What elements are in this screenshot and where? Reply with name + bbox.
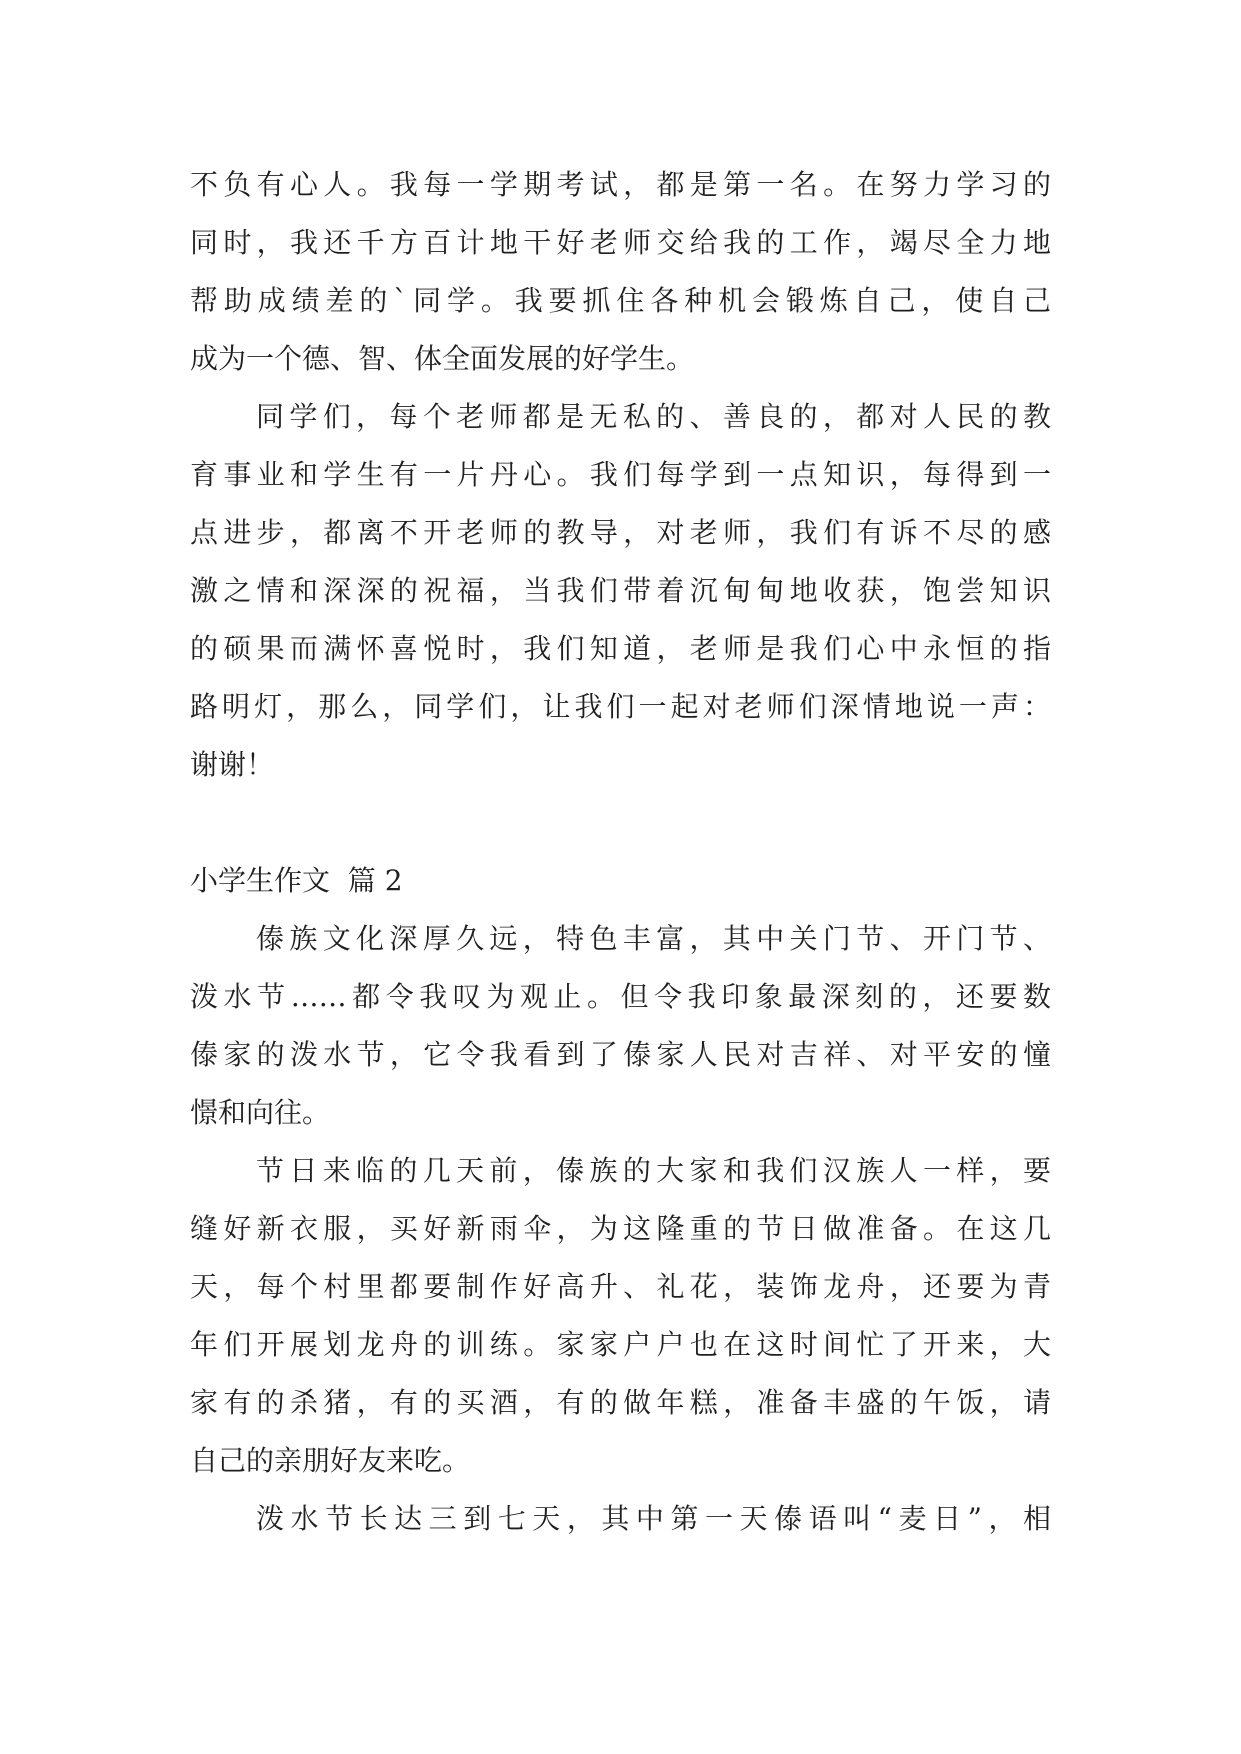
text-line: 谢谢！	[190, 748, 275, 781]
text-line: 傣家的泼水节，它令我看到了傣家人民对吉祥、对平安的憧	[190, 1038, 1051, 1071]
text-line: 同时，我还千方百计地干好老师交给我的工作，竭尽全力地	[190, 226, 1051, 259]
text-line: 天，每个村里都要制作好高升、礼花，装饰龙舟，还要为青	[190, 1270, 1051, 1303]
paragraph	[190, 1142, 1051, 1490]
text-line: 自己的亲朋好友来吃。	[190, 1444, 471, 1477]
text-line: 家有的杀猪，有的买酒，有的做年糕，准备丰盛的午饭，请	[190, 1386, 1051, 1419]
text-line: 成为一个德、智、体全面发展的好学生。	[190, 342, 695, 375]
text-line: 不负有心人。我每一学期考试，都是第一名。在努力学习的	[190, 168, 1051, 201]
text-line: 傣族文化深厚久远，特色丰富，其中关门节、开门节、	[256, 922, 1051, 955]
text-line: 同学们，每个老师都是无私的、善良的，都对人民的教	[256, 400, 1051, 433]
text-line: 育事业和学生有一片丹心。我们每学到一点知识，每得到一	[190, 458, 1051, 491]
text-line: 节日来临的几天前，傣族的大家和我们汉族人一样，要	[256, 1154, 1051, 1187]
text-line: 激之情和深深的祝福，当我们带着沉甸甸地收获，饱尝知识	[190, 574, 1051, 607]
text-line: 点进步，都离不开老师的教导，对老师，我们有诉不尽的感	[190, 516, 1051, 549]
section-heading: 小学生作文 篇 2	[190, 864, 403, 897]
paragraph	[190, 1490, 1051, 1548]
text-line: 的硕果而满怀喜悦时，我们知道，老师是我们心中永恒的指	[190, 632, 1051, 665]
text-line: 路明灯，那么，同学们，让我们一起对老师们深情地说一声：	[190, 690, 1051, 723]
paragraph	[190, 156, 1051, 388]
text-line: 泼水节长达三到七天，其中第一天傣语叫“麦日”，相	[256, 1502, 1051, 1535]
paragraph	[190, 910, 1051, 1142]
text-line: 缝好新衣服，买好新雨伞，为这隆重的节日做准备。在这几	[190, 1212, 1051, 1245]
text-line: 年们开展划龙舟的训练。家家户户也在这时间忙了开来，大	[190, 1328, 1051, 1361]
text-line: 憬和向往。	[190, 1096, 331, 1129]
paragraph	[190, 388, 1051, 794]
blank-line	[190, 794, 1051, 852]
document-body	[190, 156, 1051, 1548]
text-line: 泼水节……都令我叹为观止。但令我印象最深刻的，还要数	[190, 980, 1051, 1013]
text-line: 帮助成绩差的`同学。我要抓住各种机会锻炼自己，使自己	[190, 284, 1051, 317]
